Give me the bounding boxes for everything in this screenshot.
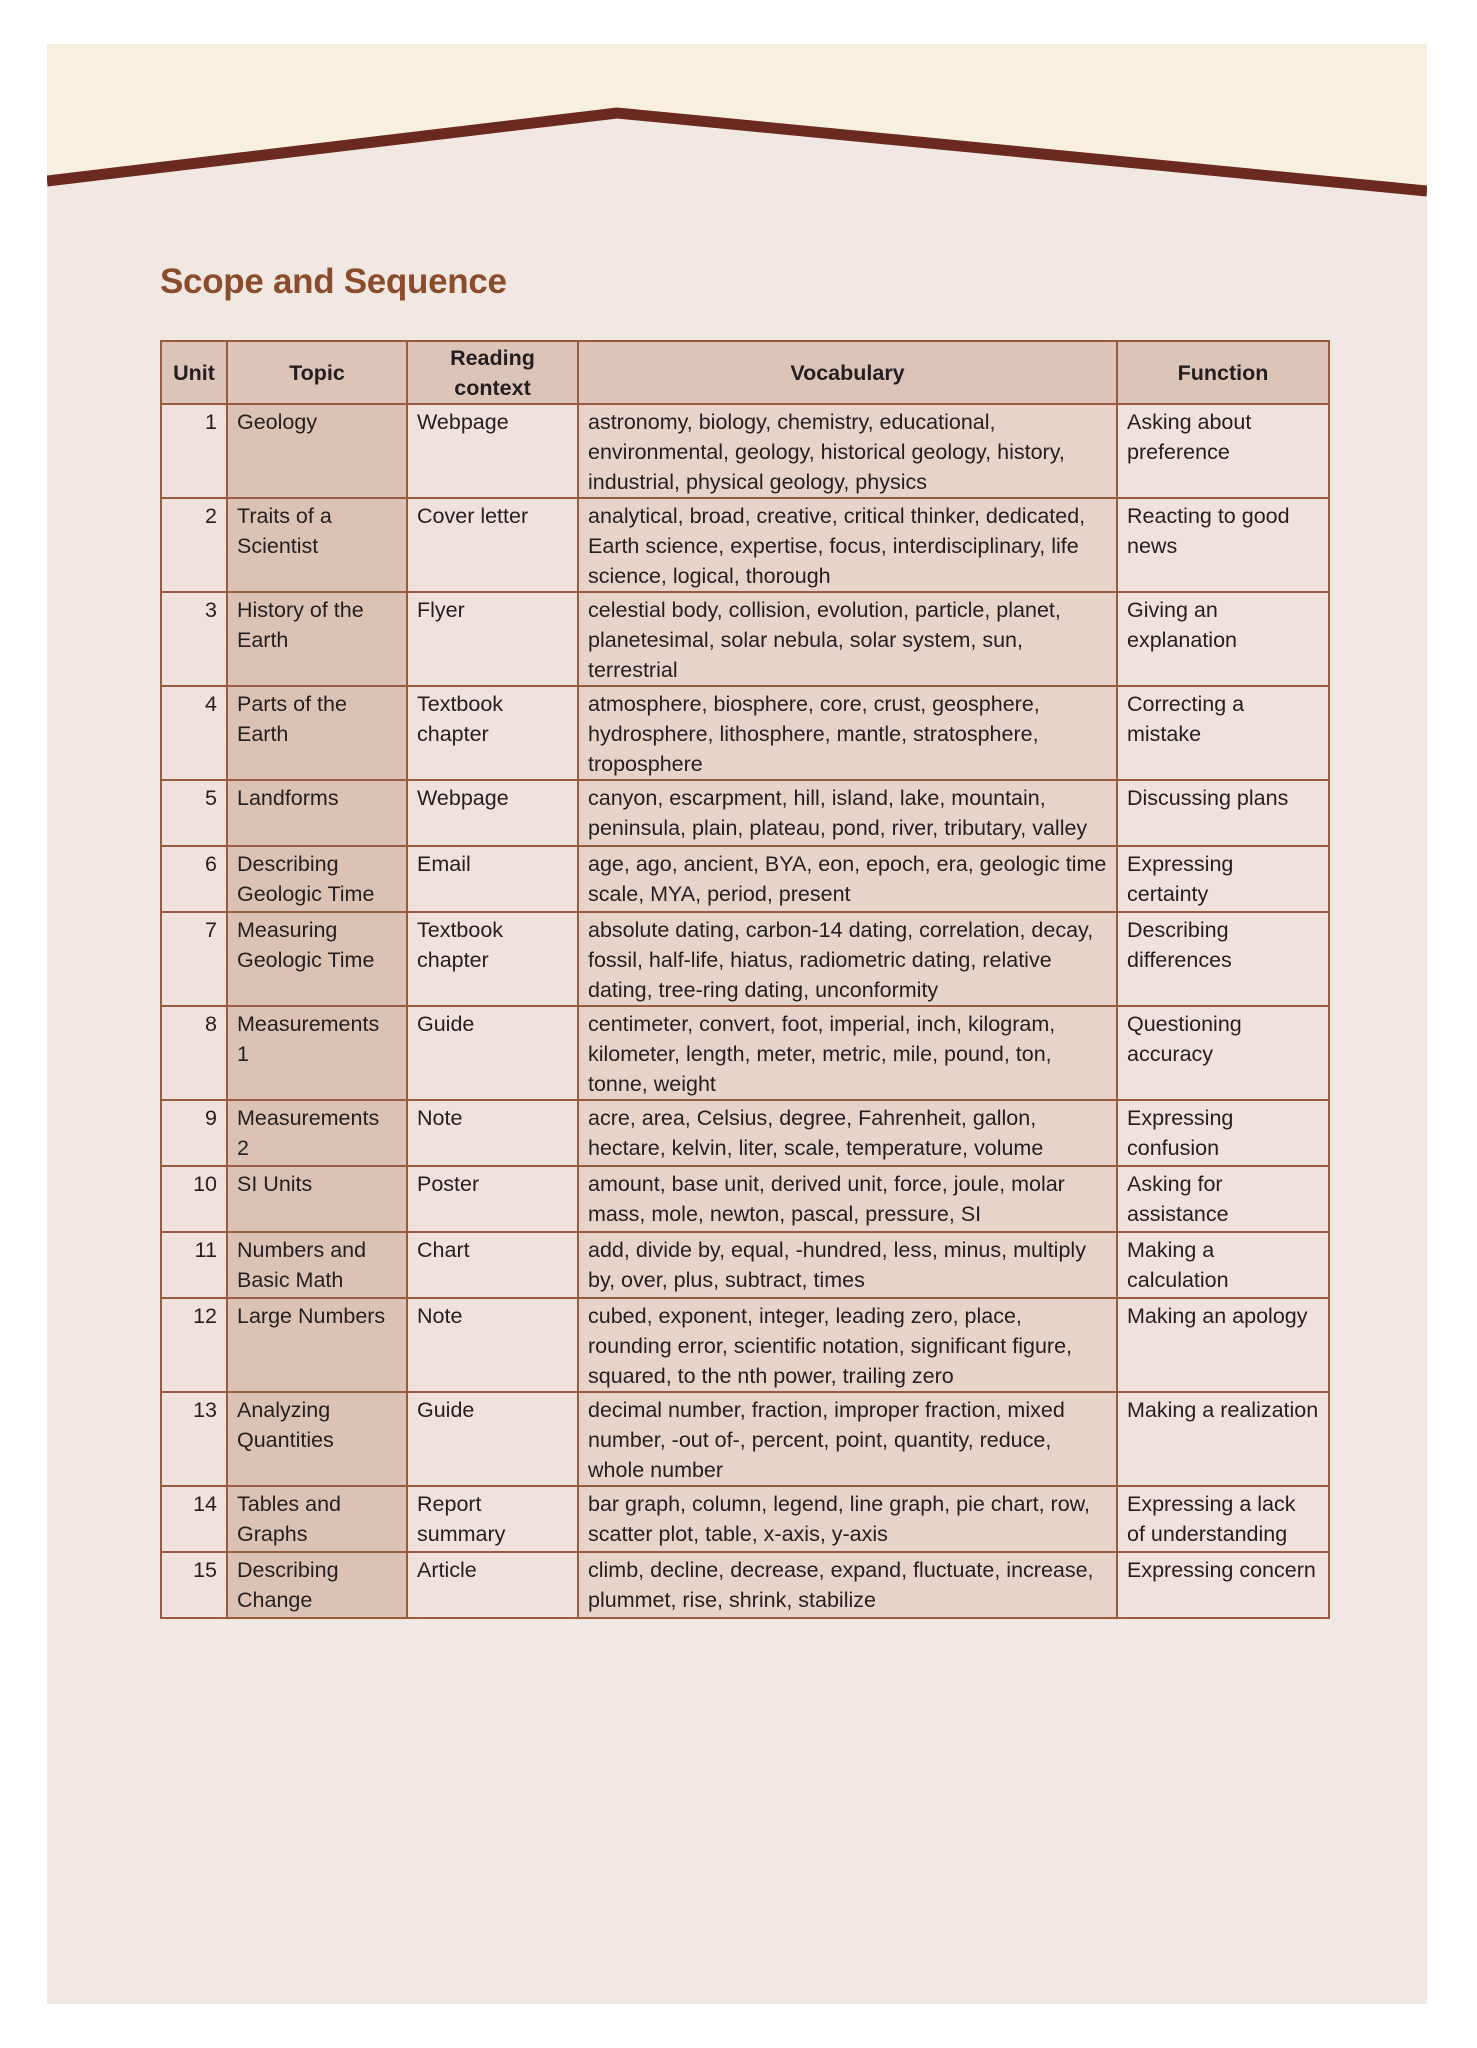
reading-context-cell: Email: [407, 846, 578, 912]
reading-context-cell: Guide: [407, 1006, 578, 1100]
vocabulary-cell: analytical, broad, creative, critical thinker, dedicated, Earth science, expertise, focus, interdisciplinary, life science, logical, thorough: [578, 498, 1117, 592]
table-row: [161, 404, 1329, 498]
topic-cell: Describing Change: [227, 1552, 407, 1618]
reading-context-cell: Chart: [407, 1232, 578, 1298]
scope-sequence-table: [160, 340, 1330, 1619]
topic-cell: History of the Earth: [227, 592, 407, 686]
unit-number: 8: [161, 1006, 227, 1100]
table-row: [161, 846, 1329, 912]
page-background: [47, 44, 1427, 2004]
vocabulary-cell: centimeter, convert, foot, imperial, inch, kilogram, kilometer, length, meter, metric, mile, pound, ton, tonne, weight: [578, 1006, 1117, 1100]
reading-context-cell: Flyer: [407, 592, 578, 686]
vocabulary-cell: acre, area, Celsius, degree, Fahrenheit, gallon, hectare, kelvin, liter, scale, temperature, volume: [578, 1100, 1117, 1166]
vocabulary-cell: atmosphere, biosphere, core, crust, geosphere, hydrosphere, lithosphere, mantle, stratosphere, troposphere: [578, 686, 1117, 780]
header-unit: Unit: [161, 341, 227, 404]
topic-cell: Measurements 1: [227, 1006, 407, 1100]
topic-cell: Tables and Graphs: [227, 1486, 407, 1552]
topic-cell: Traits of a Scientist: [227, 498, 407, 592]
unit-number: 7: [161, 912, 227, 1006]
reading-context-cell: Note: [407, 1100, 578, 1166]
vocabulary-cell: canyon, escarpment, hill, island, lake, mountain, peninsula, plain, plateau, pond, river, tributary, valley: [578, 780, 1117, 846]
unit-number: 12: [161, 1298, 227, 1392]
table-row: [161, 1232, 1329, 1298]
topic-cell: Describing Geologic Time: [227, 846, 407, 912]
function-cell: Giving an explanation: [1117, 592, 1329, 686]
function-cell: Questioning accuracy: [1117, 1006, 1329, 1100]
topic-cell: Analyzing Quantities: [227, 1392, 407, 1486]
roof-banner: [47, 44, 1427, 204]
reading-context-cell: Cover letter: [407, 498, 578, 592]
vocabulary-cell: age, ago, ancient, BYA, eon, epoch, era, geologic time scale, MYA, period, present: [578, 846, 1117, 912]
function-cell: Asking about preference: [1117, 404, 1329, 498]
function-cell: Expressing certainty: [1117, 846, 1329, 912]
vocabulary-cell: absolute dating, carbon-14 dating, correlation, decay, fossil, half-life, hiatus, radiometric dating, relative dating, tree-ring dating, unconformity: [578, 912, 1117, 1006]
reading-context-cell: Textbook chapter: [407, 686, 578, 780]
unit-number: 2: [161, 498, 227, 592]
table-row: [161, 912, 1329, 1006]
function-cell: Making an apology: [1117, 1298, 1329, 1392]
unit-number: 14: [161, 1486, 227, 1552]
reading-context-cell: Textbook chapter: [407, 912, 578, 1006]
topic-cell: Measuring Geologic Time: [227, 912, 407, 1006]
page-title: Scope and Sequence: [160, 262, 507, 301]
header-function: Function: [1117, 341, 1329, 404]
topic-cell: Parts of the Earth: [227, 686, 407, 780]
reading-context-cell: Guide: [407, 1392, 578, 1486]
table-header-row: [161, 341, 1329, 404]
function-cell: Describing differences: [1117, 912, 1329, 1006]
function-cell: Making a calculation: [1117, 1232, 1329, 1298]
vocabulary-cell: cubed, exponent, integer, leading zero, place, rounding error, scientific notation, significant figure, squared, to the nth power, trailing zero: [578, 1298, 1117, 1392]
unit-number: 3: [161, 592, 227, 686]
topic-cell: Large Numbers: [227, 1298, 407, 1392]
roof-fill: [47, 44, 1427, 186]
table-row: [161, 592, 1329, 686]
reading-context-cell: Webpage: [407, 780, 578, 846]
topic-cell: SI Units: [227, 1166, 407, 1232]
vocabulary-cell: bar graph, column, legend, line graph, pie chart, row, scatter plot, table, x-axis, y-axis: [578, 1486, 1117, 1552]
vocabulary-cell: amount, base unit, derived unit, force, joule, molar mass, mole, newton, pascal, pressure, SI: [578, 1166, 1117, 1232]
topic-cell: Numbers and Basic Math: [227, 1232, 407, 1298]
function-cell: Discussing plans: [1117, 780, 1329, 846]
vocabulary-cell: climb, decline, decrease, expand, fluctuate, increase, plummet, rise, shrink, stabilize: [578, 1552, 1117, 1618]
vocabulary-cell: celestial body, collision, evolution, particle, planet, planetesimal, solar nebula, solar system, sun, terrestrial: [578, 592, 1117, 686]
table-row: [161, 1486, 1329, 1552]
vocabulary-cell: add, divide by, equal, -hundred, less, minus, multiply by, over, plus, subtract, times: [578, 1232, 1117, 1298]
function-cell: Correcting a mistake: [1117, 686, 1329, 780]
reading-context-cell: Poster: [407, 1166, 578, 1232]
vocabulary-cell: decimal number, fraction, improper fraction, mixed number, -out of-, percent, point, quantity, reduce, whole number: [578, 1392, 1117, 1486]
function-cell: Expressing confusion: [1117, 1100, 1329, 1166]
unit-number: 1: [161, 404, 227, 498]
function-cell: Asking for assistance: [1117, 1166, 1329, 1232]
table-row: [161, 1552, 1329, 1618]
table-row: [161, 1298, 1329, 1392]
table-row: [161, 1006, 1329, 1100]
unit-number: 4: [161, 686, 227, 780]
reading-context-cell: Webpage: [407, 404, 578, 498]
unit-number: 10: [161, 1166, 227, 1232]
vocabulary-cell: astronomy, biology, chemistry, educational, environmental, geology, historical geology, history, industrial, physical geology, physics: [578, 404, 1117, 498]
function-cell: Reacting to good news: [1117, 498, 1329, 592]
header-vocabulary: Vocabulary: [578, 341, 1117, 404]
function-cell: Expressing concern: [1117, 1552, 1329, 1618]
unit-number: 11: [161, 1232, 227, 1298]
table-row: [161, 1166, 1329, 1232]
unit-number: 13: [161, 1392, 227, 1486]
header-reading-context: Reading context: [407, 341, 578, 404]
topic-cell: Geology: [227, 404, 407, 498]
table-row: [161, 1100, 1329, 1166]
unit-number: 9: [161, 1100, 227, 1166]
unit-number: 15: [161, 1552, 227, 1618]
reading-context-cell: Report summary: [407, 1486, 578, 1552]
reading-context-cell: Note: [407, 1298, 578, 1392]
table-row: [161, 686, 1329, 780]
unit-number: 5: [161, 780, 227, 846]
reading-context-cell: Article: [407, 1552, 578, 1618]
topic-cell: Landforms: [227, 780, 407, 846]
unit-number: 6: [161, 846, 227, 912]
function-cell: Making a realization: [1117, 1392, 1329, 1486]
table-row: [161, 498, 1329, 592]
header-topic: Topic: [227, 341, 407, 404]
topic-cell: Measurements 2: [227, 1100, 407, 1166]
function-cell: Expressing a lack of understanding: [1117, 1486, 1329, 1552]
table-row: [161, 780, 1329, 846]
table-row: [161, 1392, 1329, 1486]
